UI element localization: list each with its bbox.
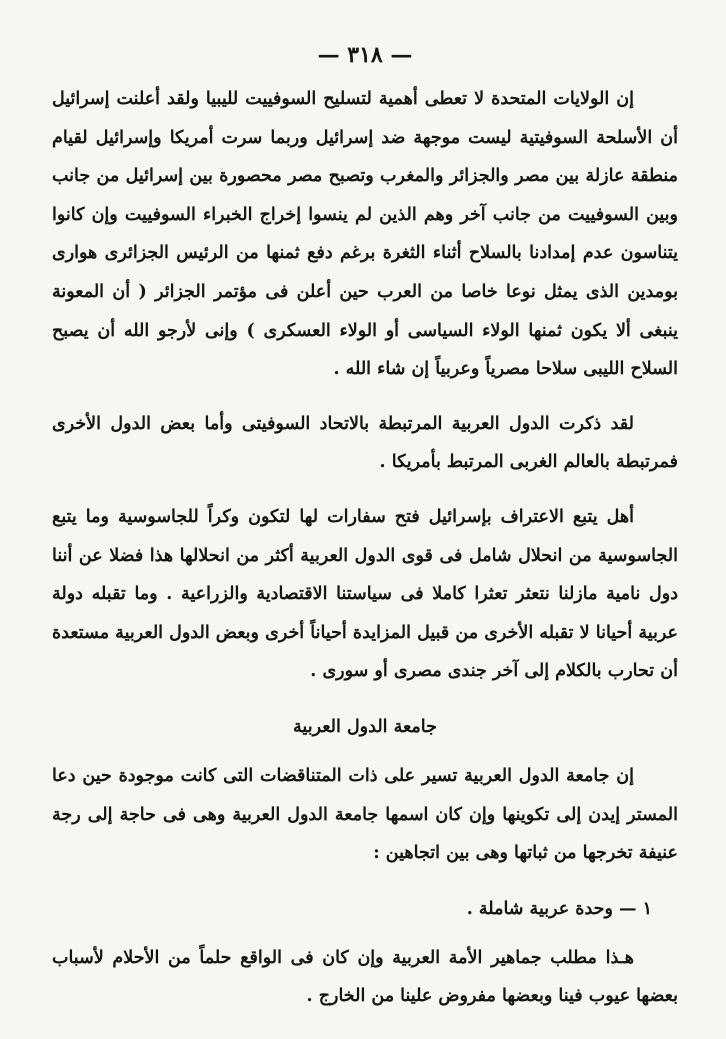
paragraph-recognition-espionage: أهل يتبع الاعتراف بإسرائيل فتح سفارات لها لتكون وكراً للجاسوسية وما يتبع الجاسوسية من انحلال شامل فى قوى الدول العربية أكثر من انحلالها هذا فضلا عن أننا دول نامية مازلنا نتعثر تعثرا كاملا فى سياستنا الاقتصادية والزراعية . وما تقبله دولة عربية أحيانا لا تقبله الأخرى من قبيل المزايدة أحياناً أخرى وبعض الدول العربية مستعدة أن تحارب بالكلام إلى آخر جندى مصرى أو سورى . (52, 506, 678, 682)
paragraph-arab-states-alignment: لقد ذكرت الدول العربية المرتبطة بالاتحاد السوفيتى وأما بعض الدول الأخرى فمرتبطة بالعالم الغربى المرتبط بأمريكا . (52, 413, 678, 473)
paragraph-unity-dream: هـذا مطلب جماهير الأمة العربية وإن كان فى الواقع حلماً من الأحلام لأسباب بعضها عيوب فينا وبعضها مفروض علينا من الخارج . (52, 947, 678, 1007)
section-heading: جامعة الدول العربية (293, 716, 437, 737)
list-item-comprehensive-unity: ١ — وحدة عربية شاملة . (466, 898, 652, 919)
paragraph-libya-arms: إن الولايات المتحدة لا تعطى أهمية لتسليح السوفييت لليبيا ولقد أعلنت إسرائيل أن الأسلحة السوفيتية ليست موجهة ضد إسرائيل وربما سرت أمريكا وإسرائيل لقيام منطقة عازلة بين مصر والجزائر والمغرب وتصبح مصر محصورة بين إسرائيل من جانب وبين السوفييت من جانب آخر وهم الذين لم ينسوا إخراج الخبراء السوفييت وإن كانوا يتناسون عدم إمدادنا بالسلاح أثناء الثغرة برغم دفع ثمنها من الرئيس الجزائرى هوارى بومدين الذى يمثل نوعا خاصا من العرب حين أعلن فى مؤتمر الجزائر ( أن المعونة ينبغى ألا يكون ثمنها الولاء السياسى أو الولاء العسكرى ) وإنى لأرجو الله أن يصبح السلاح الليبى سلاحا مصرياً وعربياً إن شاء الله . (52, 89, 678, 380)
page-number: — ٣١٨ — (317, 42, 413, 68)
paragraph-arab-league: إن جامعة الدول العربية تسير على ذات المتناقضات التى كانت موجودة حين دعا المستر إيدن إلى تكوينها وإن كان اسمها جامعة الدول العربية وهى فى حاجة إلى رجة عنيفة تخرجها من ثباتها وهى بين اتجاهين : (52, 765, 678, 864)
